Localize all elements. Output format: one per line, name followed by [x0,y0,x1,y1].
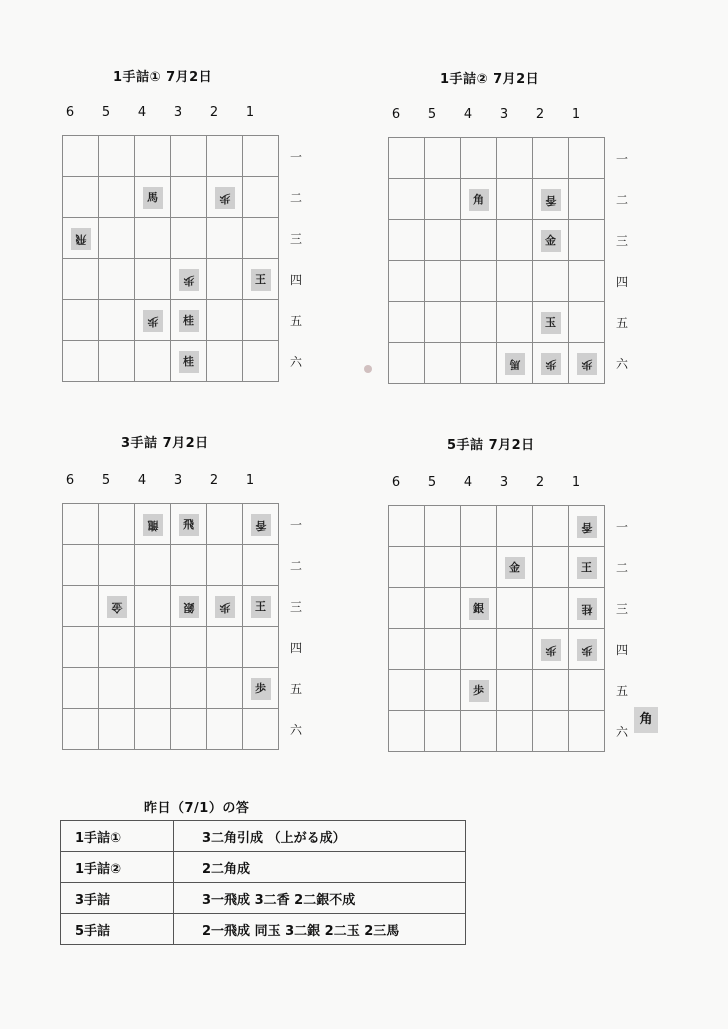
board-square[interactable] [569,547,605,588]
column-label: 3 [499,107,509,122]
board-square[interactable] [99,259,135,300]
opponent-piece[interactable]: 香 [251,514,271,536]
opponent-piece[interactable]: 歩 [541,639,561,661]
board-square[interactable] [63,341,99,382]
board-square[interactable] [63,218,99,259]
board-square[interactable] [63,586,99,627]
row-label: 五 [289,314,302,328]
board-square[interactable] [497,261,533,302]
row-label: 五 [615,684,628,698]
row-label: 二 [615,561,628,575]
row-label: 三 [289,600,302,614]
player-piece[interactable]: 歩 [469,680,489,702]
board-square[interactable] [425,629,461,670]
column-label: 1 [571,475,581,490]
board-square[interactable] [171,259,207,300]
player-piece[interactable]: 玉 [541,312,561,334]
column-label: 4 [463,475,473,490]
shogi-board [388,137,605,384]
board-square[interactable] [63,504,99,545]
row-label: 四 [289,641,302,655]
row-label: 一 [289,518,302,532]
board-square[interactable] [461,711,497,752]
board-square[interactable] [461,506,497,547]
row-label: 三 [615,602,628,616]
column-label: 4 [137,105,147,120]
board-square[interactable] [389,629,425,670]
board-square[interactable] [171,545,207,586]
board-square[interactable] [243,177,279,218]
board-square[interactable] [497,138,533,179]
board-square[interactable] [497,670,533,711]
board-square[interactable] [63,136,99,177]
opponent-piece[interactable]: 歩 [577,353,597,375]
board-square[interactable] [171,504,207,545]
board-square[interactable] [99,300,135,341]
shogi-board [388,505,605,752]
board-square[interactable] [425,220,461,261]
board-square[interactable] [63,300,99,341]
board-square[interactable] [461,220,497,261]
board-square[interactable] [207,341,243,382]
opponent-piece[interactable]: 龍 [143,514,163,536]
board-square[interactable] [135,709,171,750]
board-square[interactable] [207,627,243,668]
board-square[interactable] [389,588,425,629]
answers-table [60,820,466,945]
board-square[interactable] [389,138,425,179]
board-square[interactable] [243,504,279,545]
board-square[interactable] [207,504,243,545]
board-square[interactable] [461,261,497,302]
column-label: 4 [463,107,473,122]
column-label: 2 [535,475,545,490]
puzzle-title: 1手詰① 7月2日 [113,70,213,85]
opponent-piece[interactable]: 桂 [577,598,597,620]
board-square[interactable] [389,220,425,261]
opponent-piece[interactable]: 歩 [143,310,163,332]
board-square[interactable] [99,136,135,177]
board-square[interactable] [533,261,569,302]
answer-text: 3一飛成 3二香 2二銀不成 [174,883,466,914]
board-square[interactable] [135,504,171,545]
board-square[interactable] [389,343,425,384]
opponent-piece[interactable]: 馬 [505,353,525,375]
board-square[interactable] [569,261,605,302]
board-square[interactable] [63,709,99,750]
board-square[interactable] [425,506,461,547]
board-square[interactable] [425,711,461,752]
column-label: 2 [535,107,545,122]
answer-label: 3手詰 [61,883,174,914]
board-square[interactable] [569,302,605,343]
board-square[interactable] [425,588,461,629]
board-square[interactable] [389,302,425,343]
board-square[interactable] [389,261,425,302]
puzzle-title: 1手詰② 7月2日 [440,72,540,87]
column-label: 1 [245,473,255,488]
board-square[interactable] [135,545,171,586]
board-square[interactable] [425,670,461,711]
column-label: 5 [427,107,437,122]
player-piece[interactable]: 王 [577,557,597,579]
column-label: 6 [65,105,75,120]
opponent-piece[interactable]: 歩 [541,353,561,375]
board-square[interactable] [389,179,425,220]
opponent-piece[interactable]: 歩 [215,187,235,209]
board-square[interactable] [99,627,135,668]
puzzle-title: 5手詰 7月2日 [447,438,535,453]
board-square[interactable] [569,138,605,179]
row-label: 四 [615,643,628,657]
board-square[interactable] [135,627,171,668]
board-square[interactable] [135,668,171,709]
board-square[interactable] [99,709,135,750]
opponent-piece[interactable]: 香 [577,516,597,538]
row-label: 一 [289,150,302,164]
board-square[interactable] [569,629,605,670]
opponent-piece[interactable]: 金 [107,596,127,618]
board-square[interactable] [99,545,135,586]
board-square[interactable] [569,506,605,547]
board-square[interactable] [533,547,569,588]
board-square[interactable] [171,709,207,750]
board-square[interactable] [425,547,461,588]
board-square[interactable] [389,506,425,547]
row-label: 六 [615,725,628,739]
column-label: 1 [245,105,255,120]
opponent-piece[interactable]: 飛 [71,228,91,250]
row-label: 四 [615,275,628,289]
board-square[interactable] [99,586,135,627]
board-square[interactable] [243,259,279,300]
answer-row [61,821,466,852]
shogi-board [62,503,279,750]
board-square[interactable] [171,218,207,259]
opponent-piece[interactable]: 歩 [577,639,597,661]
board-square[interactable] [569,588,605,629]
board-square[interactable] [207,259,243,300]
player-piece[interactable]: 桂 [179,310,199,332]
column-label: 2 [209,105,219,120]
board-square[interactable] [243,668,279,709]
board-square[interactable] [99,504,135,545]
puzzle-title: 3手詰 7月2日 [121,436,209,451]
board-square[interactable] [63,627,99,668]
board-square[interactable] [135,177,171,218]
board-square[interactable] [497,343,533,384]
board-square[interactable] [243,218,279,259]
answer-text: 2二角成 [174,852,466,883]
board-square[interactable] [135,136,171,177]
board-square[interactable] [243,627,279,668]
row-label: 五 [615,316,628,330]
paper-stain [364,365,372,373]
board-square[interactable] [207,136,243,177]
player-piece[interactable]: 飛 [179,514,199,536]
row-label: 三 [615,234,628,248]
board-square[interactable] [171,668,207,709]
column-label: 3 [173,473,183,488]
column-label: 5 [427,475,437,490]
board-square[interactable] [243,545,279,586]
board-square[interactable] [207,668,243,709]
board-square[interactable] [63,545,99,586]
board-square[interactable] [99,668,135,709]
board-square[interactable] [425,138,461,179]
board-square[interactable] [207,586,243,627]
board-square[interactable] [497,302,533,343]
board-square[interactable] [63,177,99,218]
column-label: 6 [391,475,401,490]
opponent-piece[interactable]: 香 [541,189,561,211]
board-square[interactable] [461,629,497,670]
player-piece[interactable]: 金 [541,230,561,252]
board-square[interactable] [243,136,279,177]
board-square[interactable] [207,545,243,586]
board-square[interactable] [171,136,207,177]
board-square[interactable] [497,220,533,261]
board-square[interactable] [461,670,497,711]
column-label: 6 [391,107,401,122]
board-square[interactable] [497,711,533,752]
shogi-board [62,135,279,382]
board-square[interactable] [207,709,243,750]
player-piece[interactable]: 馬 [143,187,163,209]
board-square[interactable] [135,586,171,627]
row-label: 二 [289,559,302,573]
answer-text: 3二角引成 （上がる成） [174,821,466,852]
board-square[interactable] [569,711,605,752]
row-label: 三 [289,232,302,246]
board-square[interactable] [207,177,243,218]
board-square[interactable] [533,670,569,711]
board-square[interactable] [389,670,425,711]
board-square[interactable] [461,343,497,384]
board-square[interactable] [461,302,497,343]
opponent-piece[interactable]: 歩 [179,269,199,291]
answer-label: 1手詰① [61,821,174,852]
board-square[interactable] [135,218,171,259]
answers-title: 昨日（7/1）の答 [144,801,250,816]
board-square[interactable] [135,259,171,300]
board-square[interactable] [461,588,497,629]
row-label: 一 [615,520,628,534]
board-square[interactable] [425,302,461,343]
board-square[interactable] [425,179,461,220]
board-square[interactable] [569,670,605,711]
column-label: 4 [137,473,147,488]
board-square[interactable] [533,506,569,547]
row-label: 六 [289,723,302,737]
answer-label: 1手詰② [61,852,174,883]
board-square[interactable] [425,261,461,302]
board-square[interactable] [99,218,135,259]
board-square[interactable] [63,668,99,709]
board-square[interactable] [243,586,279,627]
board-square[interactable] [135,341,171,382]
answer-label: 5手詰 [61,914,174,945]
column-label: 5 [101,105,111,120]
row-label: 二 [289,191,302,205]
board-square[interactable] [461,138,497,179]
player-piece[interactable]: 歩 [251,678,271,700]
answer-row [61,914,466,945]
board-square[interactable] [497,629,533,670]
column-label: 5 [101,473,111,488]
board-square[interactable] [497,179,533,220]
board-square[interactable] [533,179,569,220]
column-label: 6 [65,473,75,488]
board-square[interactable] [497,588,533,629]
answer-row [61,883,466,914]
board-square[interactable] [135,300,171,341]
board-square[interactable] [425,343,461,384]
board-square[interactable] [461,179,497,220]
board-square[interactable] [497,547,533,588]
board-square[interactable] [171,586,207,627]
row-label: 一 [615,152,628,166]
opponent-piece[interactable]: 歩 [215,596,235,618]
board-square[interactable] [243,709,279,750]
board-square[interactable] [63,259,99,300]
hand-piece: 角 [634,707,658,733]
board-square[interactable] [533,629,569,670]
opponent-piece[interactable]: 銀 [179,596,199,618]
board-square[interactable] [569,179,605,220]
board-square[interactable] [533,343,569,384]
board-square[interactable] [207,300,243,341]
board-square[interactable] [171,177,207,218]
board-square[interactable] [533,138,569,179]
answer-row [61,852,466,883]
board-square[interactable] [99,177,135,218]
board-square[interactable] [99,341,135,382]
player-piece[interactable]: 銀 [469,598,489,620]
board-square[interactable] [389,547,425,588]
row-label: 二 [615,193,628,207]
row-label: 六 [615,357,628,371]
row-label: 四 [289,273,302,287]
board-square[interactable] [171,627,207,668]
board-square[interactable] [569,220,605,261]
board-square[interactable] [569,343,605,384]
board-square[interactable] [461,547,497,588]
board-square[interactable] [243,341,279,382]
board-square[interactable] [171,341,207,382]
board-square[interactable] [533,220,569,261]
board-square[interactable] [497,506,533,547]
board-square[interactable] [207,218,243,259]
column-label: 3 [173,105,183,120]
player-piece[interactable]: 角 [469,189,489,211]
player-piece[interactable]: 王 [251,269,271,291]
player-piece[interactable]: 桂 [179,351,199,373]
player-piece[interactable]: 金 [505,557,525,579]
row-label: 五 [289,682,302,696]
board-square[interactable] [533,302,569,343]
board-square[interactable] [533,711,569,752]
row-label: 六 [289,355,302,369]
board-square[interactable] [171,300,207,341]
column-label: 1 [571,107,581,122]
column-label: 2 [209,473,219,488]
board-square[interactable] [389,711,425,752]
board-square[interactable] [243,300,279,341]
player-piece[interactable]: 王 [251,596,271,618]
column-label: 3 [499,475,509,490]
board-square[interactable] [533,588,569,629]
answer-text: 2一飛成 同玉 3二銀 2二玉 2三馬 [174,914,466,945]
